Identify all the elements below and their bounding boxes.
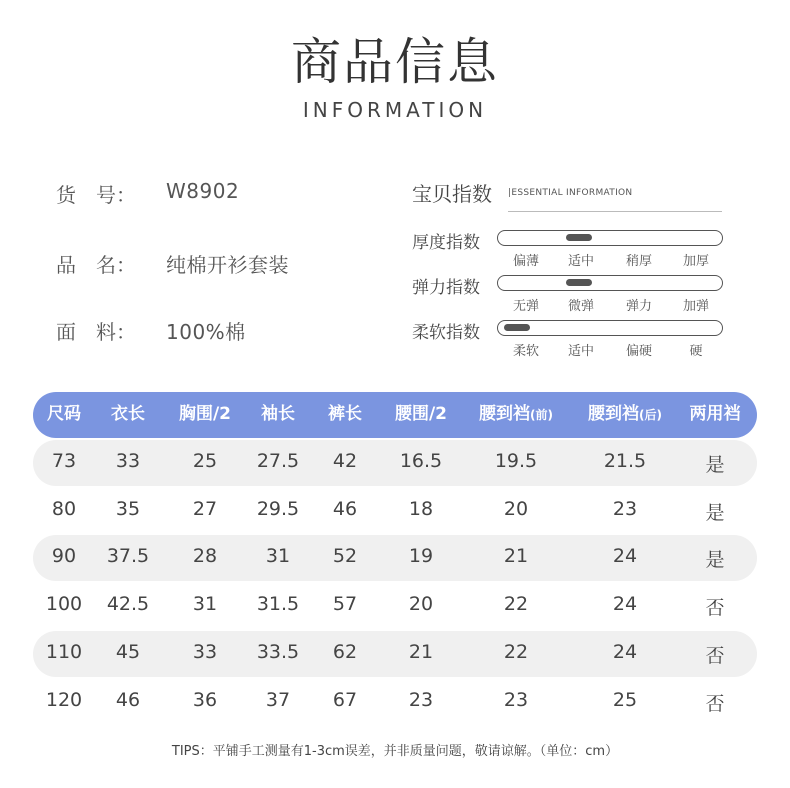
table-cell: 否 [705, 693, 725, 715]
size-table-header [33, 392, 757, 438]
info-key-name: 品 名： [56, 253, 136, 277]
table-cell: 90 [51, 545, 77, 567]
index-slider-track [497, 275, 723, 291]
table-cell: 33 [115, 450, 141, 472]
tips-note: TIPS：平铺手工测量有1-3cm误差，并非质量问题，敬请谅解。（单位：cm） [171, 744, 619, 759]
table-cell: 31 [192, 593, 218, 615]
index-option: 稍厚 [625, 254, 652, 269]
table-cell: 27 [192, 498, 218, 520]
table-header-sublabel: (后) [639, 408, 662, 422]
table-cell: 31 [265, 545, 291, 567]
table-cell: 27.5 [256, 450, 300, 472]
index-slider-track [497, 320, 723, 336]
table-cell: 21.5 [603, 450, 647, 472]
table-cell: 否 [705, 645, 725, 667]
index-option: 加弹 [682, 299, 709, 314]
table-cell: 20 [503, 498, 529, 520]
index-label: 柔软指数 [412, 323, 480, 343]
table-header-label: 裤长 [328, 404, 362, 424]
table-cell: 46 [115, 689, 141, 711]
index-option: 微弹 [567, 299, 594, 314]
table-header-sublabel: (前) [530, 408, 553, 422]
page-title: 商品信息 [291, 33, 499, 91]
table-cell: 18 [408, 498, 434, 520]
table-header-label: 腰围/2 [394, 404, 448, 424]
info-value-name: 纯棉开衫套装 [166, 253, 289, 277]
index-option: 弹力 [625, 299, 652, 314]
table-cell: 是 [705, 502, 725, 524]
table-cell: 73 [51, 450, 77, 472]
table-cell: 42 [332, 450, 358, 472]
table-cell: 37.5 [106, 545, 150, 567]
table-cell: 24 [612, 593, 638, 615]
table-cell: 21 [408, 641, 434, 663]
table-cell: 21 [503, 545, 529, 567]
table-header-cell [655, 392, 775, 438]
table-cell: 23 [612, 498, 638, 520]
index-title: 宝贝指数 [412, 182, 492, 206]
table-cell: 22 [503, 641, 529, 663]
index-slider-knob [566, 279, 592, 286]
table-cell: 100 [45, 593, 83, 615]
page-subtitle: INFORMATION [302, 98, 488, 122]
table-cell: 57 [332, 593, 358, 615]
table-cell: 35 [115, 498, 141, 520]
table-header-label: 腰到裆 [479, 404, 530, 424]
table-cell: 46 [332, 498, 358, 520]
index-option: 适中 [567, 254, 594, 269]
table-cell: 62 [332, 641, 358, 663]
table-cell: 否 [705, 597, 725, 619]
table-cell: 80 [51, 498, 77, 520]
table-header-label: 衣长 [111, 404, 145, 424]
index-label: 厚度指数 [412, 233, 480, 253]
table-cell: 67 [332, 689, 358, 711]
info-key-item-no: 货 号： [56, 183, 136, 207]
index-slider-knob [566, 234, 592, 241]
index-option: 柔软 [512, 344, 539, 359]
table-cell: 45 [115, 641, 141, 663]
index-divider [508, 211, 722, 212]
table-cell: 37 [265, 689, 291, 711]
table-header-label: 尺码 [47, 404, 81, 424]
table-cell: 20 [408, 593, 434, 615]
table-cell: 23 [408, 689, 434, 711]
index-option: 无弹 [512, 299, 539, 314]
table-cell: 16.5 [399, 450, 443, 472]
info-value-fabric: 100%棉 [166, 320, 246, 344]
table-cell: 42.5 [106, 593, 150, 615]
table-cell: 23 [503, 689, 529, 711]
info-value-item-no: W8902 [166, 179, 240, 203]
table-cell: 19 [408, 545, 434, 567]
table-cell: 25 [192, 450, 218, 472]
table-header-label: 两用裆 [689, 404, 741, 424]
table-cell: 52 [332, 545, 358, 567]
table-cell: 120 [45, 689, 83, 711]
table-cell: 31.5 [256, 593, 300, 615]
index-option: 偏薄 [512, 254, 539, 269]
table-cell: 24 [612, 545, 638, 567]
table-header-label: 袖长 [261, 404, 295, 424]
index-option: 适中 [567, 344, 594, 359]
index-option: 硬 [689, 344, 703, 359]
table-cell: 25 [612, 689, 638, 711]
table-cell: 36 [192, 689, 218, 711]
table-cell: 是 [705, 454, 725, 476]
table-header-cell [456, 392, 576, 438]
table-cell: 33 [192, 641, 218, 663]
index-option: 偏硬 [625, 344, 652, 359]
table-header-label: 腰到裆 [588, 404, 639, 424]
table-cell: 28 [192, 545, 218, 567]
info-key-fabric: 面 料： [56, 320, 136, 344]
index-option: 加厚 [682, 254, 709, 269]
table-cell: 24 [612, 641, 638, 663]
table-cell: 110 [45, 641, 83, 663]
index-subtitle: |ESSENTIAL INFORMATION [508, 188, 633, 198]
table-cell: 33.5 [256, 641, 300, 663]
index-slider-knob [504, 324, 530, 331]
table-header-label: 胸围/2 [178, 404, 232, 424]
index-slider-track [497, 230, 723, 246]
table-cell: 29.5 [256, 498, 300, 520]
table-cell: 是 [705, 549, 725, 571]
index-label: 弹力指数 [412, 278, 480, 298]
table-cell: 22 [503, 593, 529, 615]
table-cell: 19.5 [494, 450, 538, 472]
